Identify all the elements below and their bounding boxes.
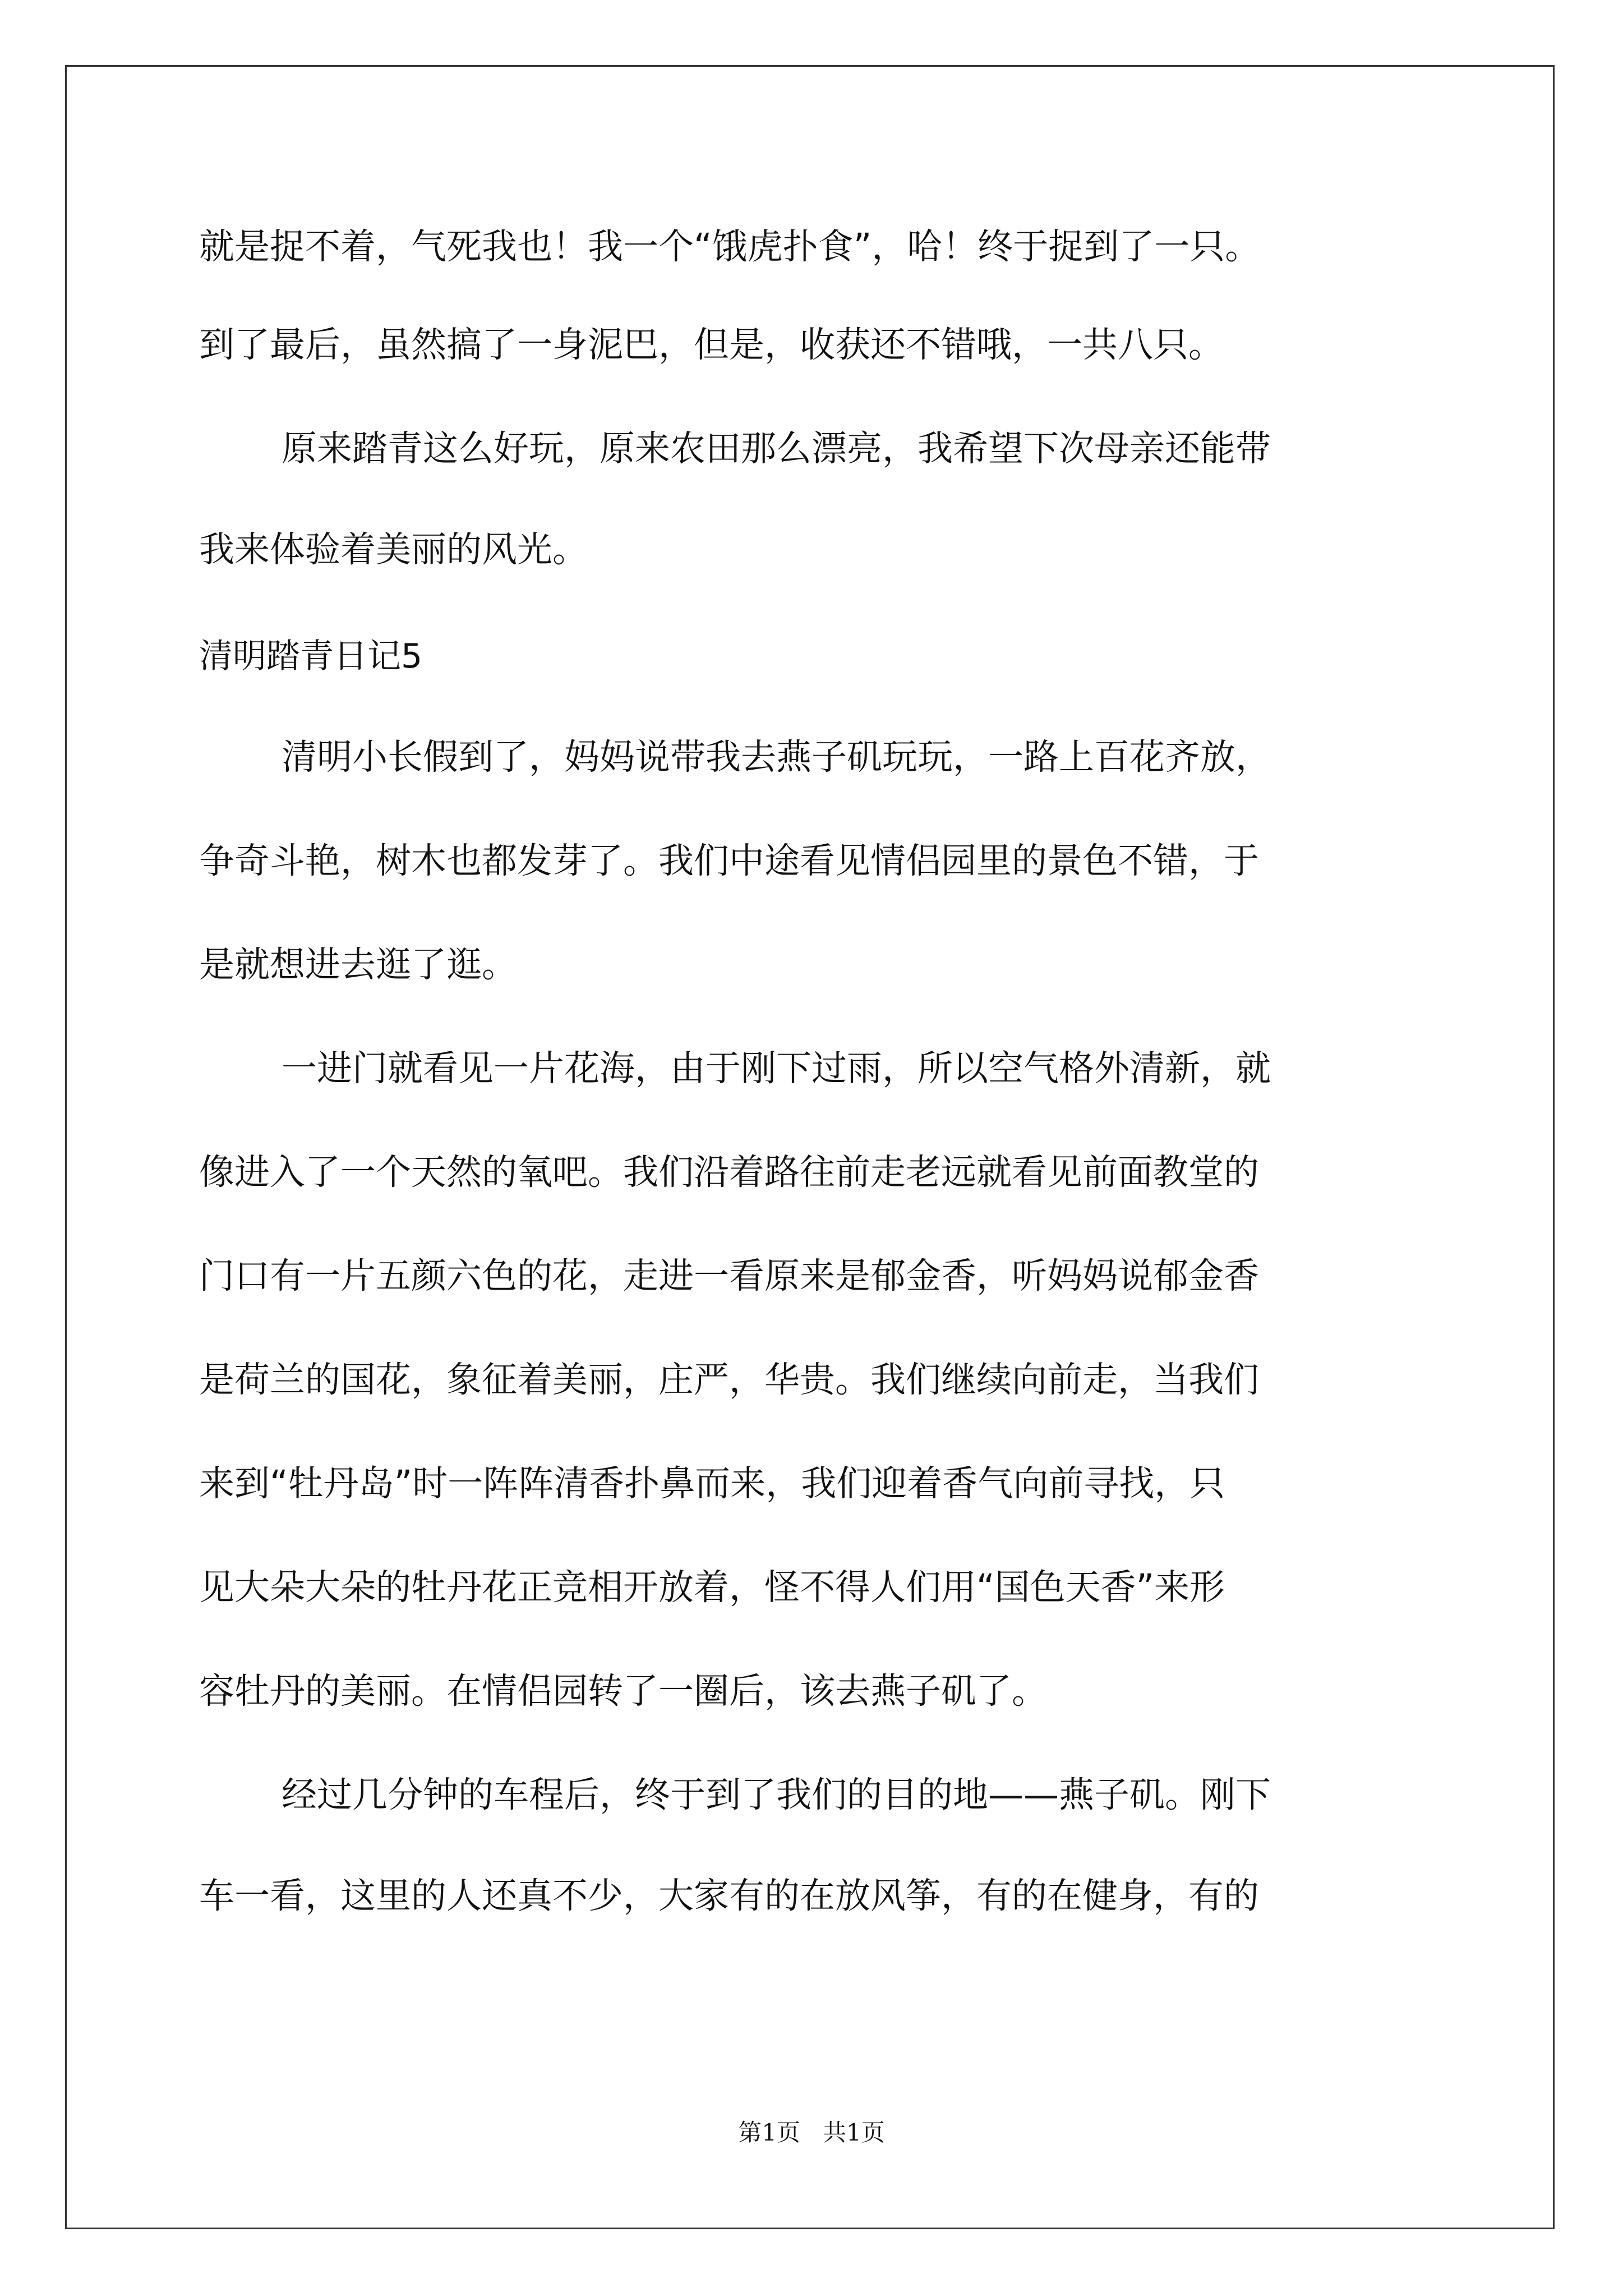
text-line: 我来体验着美丽的风光。 [199,529,588,570]
text-line: 见大朵大朵的牡丹花正竞相开放着，怪不得人们用“国色天香”来形 [199,1567,1225,1608]
page-number-current: 第1页 [738,2119,800,2146]
page-number-total: 共1页 [823,2119,885,2146]
section-heading: 清明踏青日记5 [199,637,423,676]
text-line: 到了最后，虽然搞了一身泥巴，但是，收获还不错哦，一共八只。 [199,324,1224,365]
text-line: 像进入了一个天然的氧吧。我们沿着路往前走老远就看见前面教堂的 [199,1152,1259,1193]
page-footer [0,2116,1623,2150]
text-line: 经过几分钟的车程后，终于到了我们的目的地——燕子矶。刚下 [282,1774,1271,1815]
text-line: 门口有一片五颜六色的花，走进一看原来是郁金香，听妈妈说郁金香 [199,1255,1259,1296]
text-line: 就是捉不着，气死我也！我一个“饿虎扑食”，哈！终于捉到了一只。 [199,226,1261,267]
text-line: 车一看，这里的人还真不少，大家有的在放风筝，有的在健身，有的 [199,1875,1259,1916]
text-line: 来到“牡丹岛”时一阵阵清香扑鼻而来，我们迎着香气向前寻找，只 [199,1463,1225,1504]
text-line: 清明小长假到了，妈妈说带我去燕子矶玩玩，一路上百花齐放， [282,737,1271,777]
text-line: 是荷兰的国花，象征着美丽，庄严，华贵。我们继续向前走，当我们 [199,1359,1259,1400]
text-line: 一进门就看见一片花海，由于刚下过雨，所以空气格外清新，就 [282,1048,1271,1089]
text-line: 争奇斗艳，树木也都发芽了。我们中途看见情侣园里的景色不错，于 [199,840,1259,881]
text-line: 原来踏青这么好玩，原来农田那么漂亮，我希望下次母亲还能带 [282,428,1271,469]
text-line: 是就想进去逛了逛。 [199,944,517,985]
text-line: 容牡丹的美丽。在情侣园转了一圈后，该去燕子矶了。 [199,1671,1047,1711]
